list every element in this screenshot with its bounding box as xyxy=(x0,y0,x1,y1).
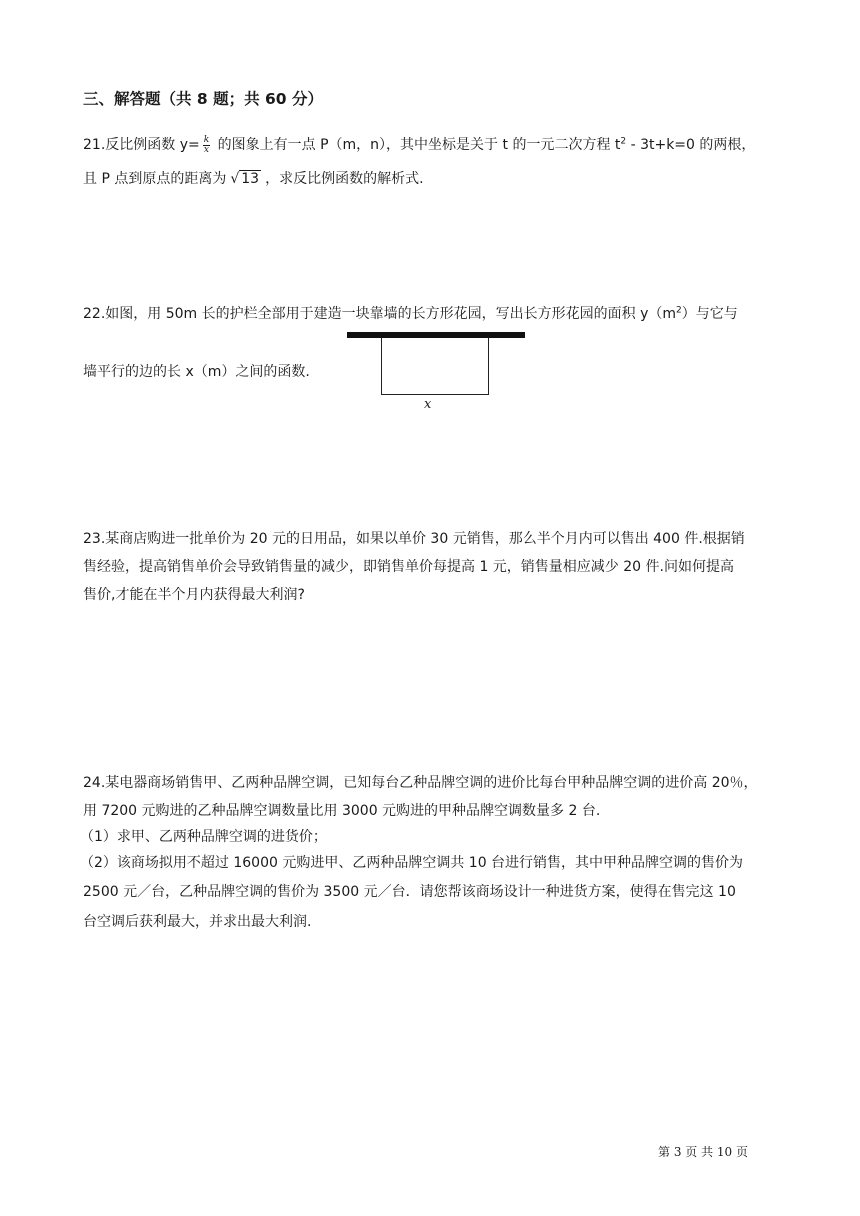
q24-line-5: 2500 元／台，乙种品牌空调的售价为 3500 元／台．请您帮该商场设计一种进货方案，使得在售完这 10 xyxy=(83,884,736,900)
q24-line-2: 用 7200 元购进的乙种品牌空调数量比用 3000 元购进的甲种品牌空调数量多 2 台. xyxy=(83,803,601,819)
page-footer: 第 3 页 共 10 页 xyxy=(658,1145,748,1159)
q21-line-2 xyxy=(83,168,424,188)
garden-rectangle xyxy=(381,338,489,395)
q21-line-1 xyxy=(83,134,755,155)
q24-line-4: （2）该商场拟用不超过 16000 元购进甲、乙两种品牌空调共 10 台进行销售，其中甲种品牌空调的售价为 xyxy=(80,855,744,871)
q24-line-1: 24.某电器商场销售甲、乙两种品牌空调，已知每台乙种品牌空调的进价比每台甲种品牌空调的进价高 20％， xyxy=(83,775,758,791)
superscript: 2 xyxy=(620,136,627,147)
q22-text-a: 22.如图，用 50m 长的护栏全部用于建造一块靠墙的长方形花园，写出长方形花园的面积 y（m xyxy=(83,306,676,322)
q23-line-2: 售经验，提高销售单价会导致销售量的减少，即销售单价每提高 1 元，销售量相应减少 20 件.问如何提高 xyxy=(83,559,734,575)
q21-text-e: ，求反比例函数的解析式. xyxy=(265,171,424,187)
q21-text-c: - 3t+k=0 的两根， xyxy=(626,137,756,153)
sqrt-symbol: √ xyxy=(230,171,240,187)
q24-line-6: 台空调后获利最大，并求出最大利润. xyxy=(83,914,312,930)
q22-text-b: ）与它与 xyxy=(681,306,738,322)
fraction-denominator: x xyxy=(203,144,209,155)
q21-text-d: 且 P 点到原点的距离为 xyxy=(83,171,227,187)
q22-line-2: 墙平行的边的长 x（m）之间的函数. xyxy=(83,364,310,380)
q23-line-1: 23.某商店购进一批单价为 20 元的日用品，如果以单价 30 元销售，那么半个月内可以售出 400 件.根据销 xyxy=(83,531,745,547)
sqrt-radicand: 13 xyxy=(241,171,260,187)
q21-text-b: 的图象上有一点 P（m，n），其中坐标是关于 t 的一元二次方程 t xyxy=(213,137,621,153)
sqrt-13 xyxy=(230,171,261,187)
q21-text-a: 21.反比例函数 y= xyxy=(83,137,200,153)
q23-line-3: 售价,才能在半个月内获得最大利润? xyxy=(83,587,305,603)
q24-line-3: （1）求甲、乙两种品牌空调的进货价； xyxy=(80,829,327,845)
fraction-numerator: k xyxy=(203,134,210,145)
fraction-k-over-x xyxy=(203,136,210,155)
superscript: 2 xyxy=(676,305,682,316)
figure-x-label: x xyxy=(424,397,432,412)
section-heading: 三、解答题（共 8 题；共 60 分） xyxy=(83,90,323,108)
q22-line-1 xyxy=(83,303,738,323)
